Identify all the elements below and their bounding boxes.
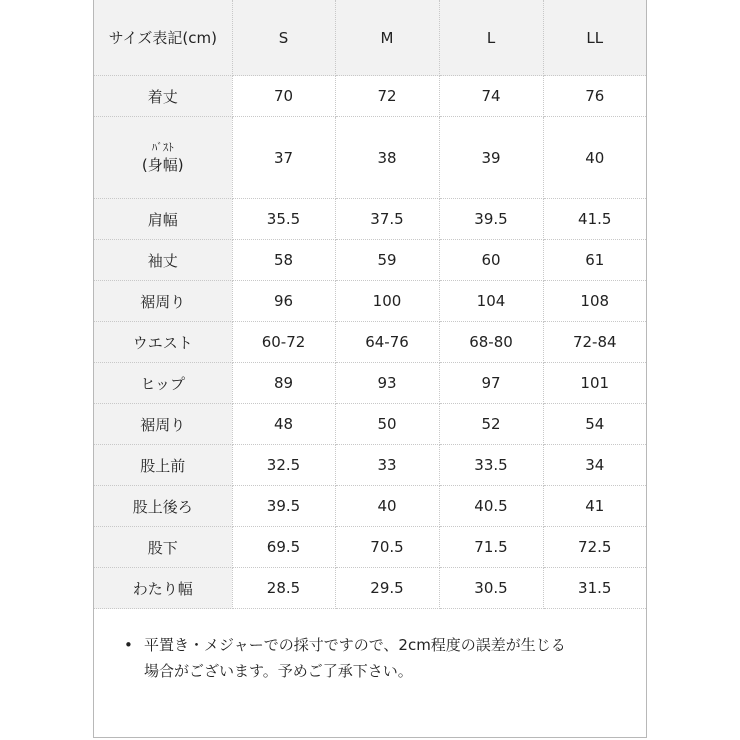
row-label: 肩幅: [94, 199, 232, 240]
table-cell: 100: [335, 281, 439, 322]
table-cell: 93: [335, 363, 439, 404]
table-cell: 72: [335, 76, 439, 117]
header-size-label: サイズ表記(cm): [94, 0, 232, 76]
table-cell: 39.5: [439, 199, 543, 240]
table-cell: 72-84: [543, 322, 646, 363]
table-cell: 76: [543, 76, 646, 117]
row-label: 裾周り: [94, 281, 232, 322]
table-cell: 52: [439, 404, 543, 445]
size-chart-frame: [93, 0, 647, 738]
row-label: 股下: [94, 527, 232, 568]
row-label: [94, 117, 232, 199]
size-table: [94, 0, 646, 609]
table-cell: 39.5: [232, 486, 335, 527]
table-row: [94, 363, 646, 404]
row-label: 股上前: [94, 445, 232, 486]
table-cell: 40.5: [439, 486, 543, 527]
table-cell: 64-76: [335, 322, 439, 363]
table-cell: 54: [543, 404, 646, 445]
row-label: ヒップ: [94, 363, 232, 404]
table-cell: 72.5: [543, 527, 646, 568]
table-cell: 35.5: [232, 199, 335, 240]
table-cell: 58: [232, 240, 335, 281]
note-line-2: 場合がございます。予めご了承下さい。: [144, 662, 413, 680]
table-cell: 108: [543, 281, 646, 322]
table-cell: 50: [335, 404, 439, 445]
table-cell: 96: [232, 281, 335, 322]
table-cell: 39: [439, 117, 543, 199]
table-row: [94, 404, 646, 445]
measurement-note: [124, 632, 624, 684]
table-cell: 104: [439, 281, 543, 322]
table-cell: 61: [543, 240, 646, 281]
table-cell: 41.5: [543, 199, 646, 240]
table-cell: 60: [439, 240, 543, 281]
table-cell: 32.5: [232, 445, 335, 486]
row-label-top: ﾊﾞｽﾄ: [151, 140, 174, 154]
table-row: [94, 117, 646, 199]
table-row: [94, 322, 646, 363]
row-label-bottom: (身幅): [141, 155, 184, 174]
table-row: [94, 76, 646, 117]
table-cell: 70.5: [335, 527, 439, 568]
table-cell: 34: [543, 445, 646, 486]
bullet-icon: •: [124, 636, 133, 654]
row-label: 着丈: [94, 76, 232, 117]
row-label: ウエスト: [94, 322, 232, 363]
table-cell: 60-72: [232, 322, 335, 363]
table-cell: 68-80: [439, 322, 543, 363]
table-cell: 28.5: [232, 568, 335, 609]
row-label: 袖丈: [94, 240, 232, 281]
header-size-ll: LL: [543, 0, 646, 76]
table-row: [94, 486, 646, 527]
table-header-row: [94, 0, 646, 76]
table-cell: 74: [439, 76, 543, 117]
table-row: [94, 445, 646, 486]
table-cell: 71.5: [439, 527, 543, 568]
table-cell: 97: [439, 363, 543, 404]
table-cell: 31.5: [543, 568, 646, 609]
table-row: [94, 199, 646, 240]
table-row: [94, 568, 646, 609]
table-cell: 48: [232, 404, 335, 445]
table-cell: 89: [232, 363, 335, 404]
table-row: [94, 240, 646, 281]
table-cell: 33.5: [439, 445, 543, 486]
header-size-m: M: [335, 0, 439, 76]
table-cell: 38: [335, 117, 439, 199]
table-row: [94, 527, 646, 568]
table-cell: 70: [232, 76, 335, 117]
table-cell: 101: [543, 363, 646, 404]
row-label: 裾周り: [94, 404, 232, 445]
note-line-1: 平置き・メジャーでの採寸ですので、2cm程度の誤差が生じる: [144, 636, 566, 654]
table-cell: 33: [335, 445, 439, 486]
row-label: わたり幅: [94, 568, 232, 609]
table-cell: 59: [335, 240, 439, 281]
table-cell: 69.5: [232, 527, 335, 568]
header-size-s: S: [232, 0, 335, 76]
table-cell: 40: [335, 486, 439, 527]
table-row: [94, 281, 646, 322]
table-cell: 30.5: [439, 568, 543, 609]
table-cell: 29.5: [335, 568, 439, 609]
row-label: 股上後ろ: [94, 486, 232, 527]
table-cell: 37: [232, 117, 335, 199]
header-size-l: L: [439, 0, 543, 76]
table-cell: 41: [543, 486, 646, 527]
table-cell: 37.5: [335, 199, 439, 240]
table-cell: 40: [543, 117, 646, 199]
